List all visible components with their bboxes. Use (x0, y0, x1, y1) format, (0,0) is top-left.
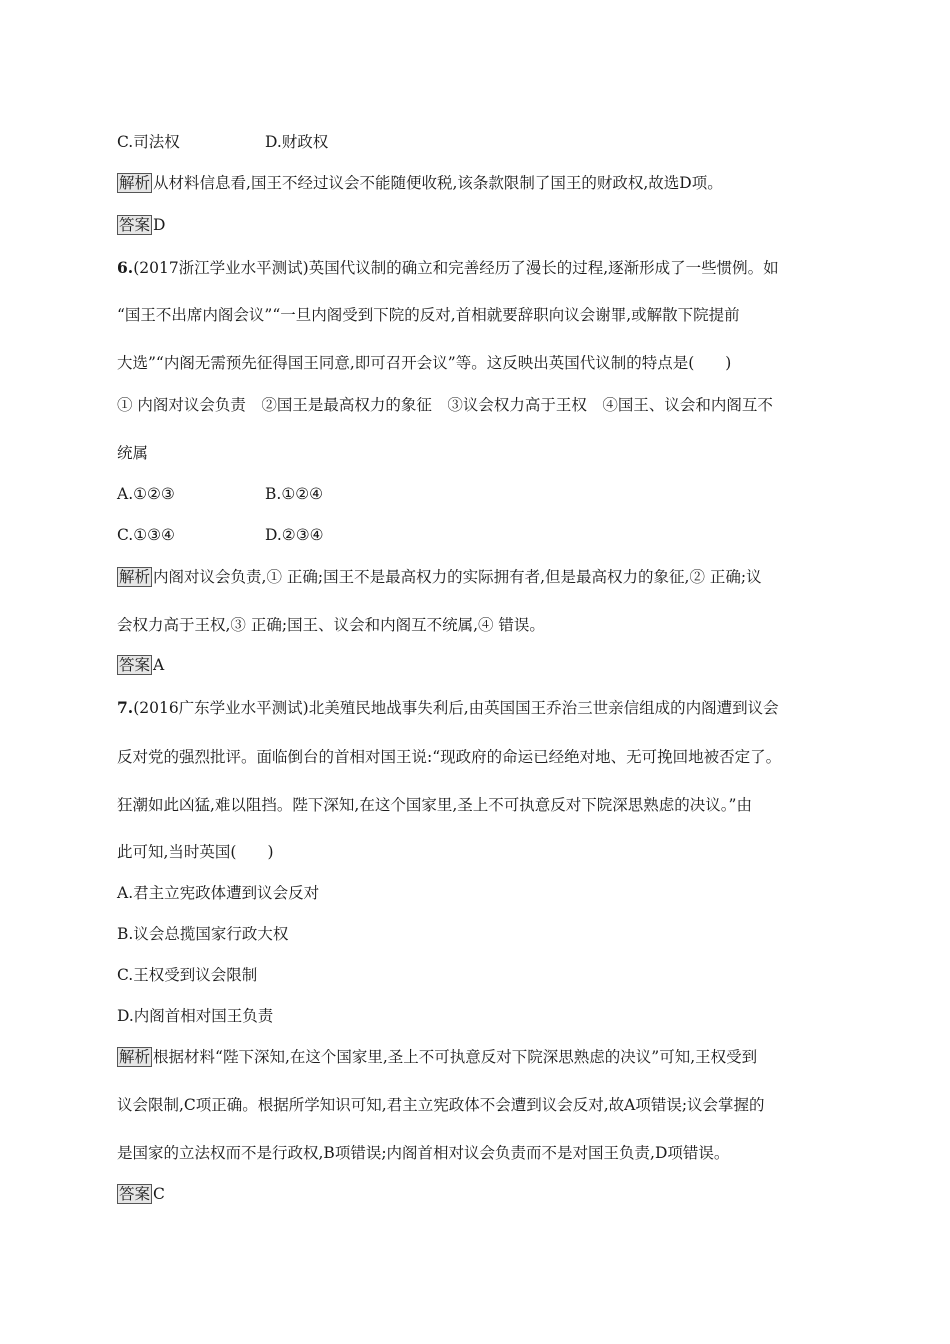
q6-stem-line1 (117, 258, 910, 278)
q5-options-cd (117, 132, 910, 152)
q7-option-d: D.内阁首相对国王负责 (117, 1007, 274, 1025)
analysis-label: 解析 (119, 568, 151, 586)
q7-analysis-line1 (117, 1047, 910, 1067)
q7-answer (117, 1184, 910, 1204)
q6-stem-text1: (2017浙江学业水平测试)英国代议制的确立和完善经历了漫长的过程,逐渐形成了一些惯例。如 (133, 259, 779, 277)
q6-option-c: C.①③④ (117, 526, 175, 544)
q7-stem-line2: 反对党的强烈批评。面临倒台的首相对国王说:“现政府的命运已经绝对地、无可挽回地被否定了。 (117, 748, 782, 766)
q7-analysis-line2: 议会限制,C项正确。根据所学知识可知,君主立宪政体不会遭到议会反对,故A项错误;议会掌握的 (117, 1096, 765, 1114)
q6-options-cd (117, 525, 910, 545)
q6-answer-text: A (153, 656, 165, 674)
answer-label: 答案 (119, 1185, 151, 1203)
q7-option-b: B.议会总揽国家行政大权 (117, 925, 289, 943)
answer-label: 答案 (119, 216, 151, 234)
q7-answer-text: C (153, 1185, 165, 1203)
q7-option-c: C.王权受到议会限制 (117, 966, 258, 984)
q7-stem-line3: 狂潮如此凶猛,难以阻挡。陛下深知,在这个国家里,圣上不可执意反对下院深思熟虑的决议。”由 (117, 796, 752, 814)
q5-option-d: D.财政权 (265, 133, 329, 151)
q5-answer-text: D (153, 216, 166, 234)
analysis-label: 解析 (119, 1048, 151, 1066)
q5-answer (117, 215, 910, 235)
q6-items-line1: ① 内阁对议会负责 ②国王是最高权力的象征 ③议会权力高于王权 ④国王、议会和内阁互不 (117, 396, 773, 414)
q6-analysis-line1 (117, 567, 910, 587)
q5-analysis (117, 173, 910, 193)
q6-stem-line3: 大选”“内阁无需预先征得国王同意,即可召开会议”等。这反映出英国代议制的特点是( ) (117, 354, 732, 372)
q5-option-c: C.司法权 (117, 133, 180, 151)
q6-items-line2: 统属 (117, 444, 149, 462)
answer-label: 答案 (119, 656, 151, 674)
q6-options-ab (117, 484, 910, 504)
q6-analysis-text1: 内阁对议会负责,① 正确;国王不是最高权力的实际拥有者,但是最高权力的象征,② 正确;议 (153, 568, 762, 586)
q7-stem-text1: (2016广东学业水平测试)北美殖民地战事失利后,由英国国王乔治三世亲信组成的内阁遭到议会 (133, 699, 779, 717)
q5-analysis-text: 从材料信息看,国王不经过议会不能随便收税,该条款限制了国王的财政权,故选D项。 (153, 174, 723, 192)
q7-option-a: A.君主立宪政体遭到议会反对 (117, 884, 320, 902)
q6-answer (117, 655, 910, 675)
q6-option-b: B.①②④ (265, 485, 324, 503)
q6-number: 6. (117, 258, 134, 277)
q6-option-a: A.①②③ (117, 485, 175, 503)
q6-analysis-line2: 会权力高于王权,③ 正确;国王、议会和内阁互不统属,④ 错误。 (117, 616, 545, 634)
q6-option-d: D.②③④ (265, 526, 324, 544)
q7-analysis-text1: 根据材料“陛下深知,在这个国家里,圣上不可执意反对下院深思熟虑的决议”可知,王权受到 (153, 1048, 758, 1066)
q7-number: 7. (117, 698, 134, 717)
q7-stem-line4: 此可知,当时英国( ) (117, 843, 274, 861)
q7-analysis-line3: 是国家的立法权而不是行政权,B项错误;内阁首相对议会负责而不是对国王负责,D项错误。 (117, 1144, 730, 1162)
q7-stem-line1 (117, 698, 910, 718)
analysis-label: 解析 (119, 174, 151, 192)
q6-stem-line2: “国王不出席内阁会议”“一旦内阁受到下院的反对,首相就要辞职向议会谢罪,或解散下院提前 (117, 306, 740, 324)
